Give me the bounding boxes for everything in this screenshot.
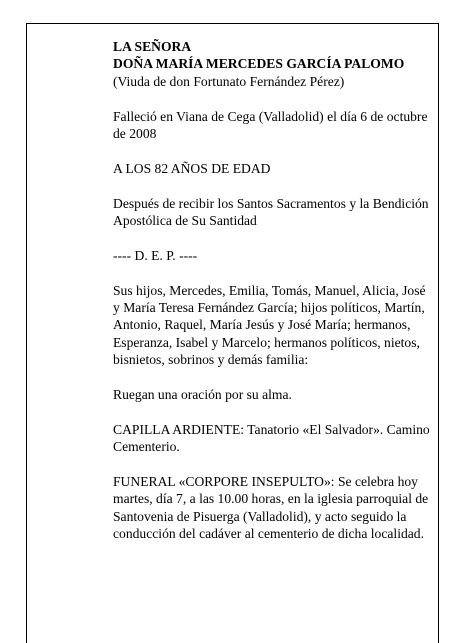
widow-subtitle: (Viuda de don Fortunato Fernández Pérez) — [113, 73, 345, 89]
chapel-info: CAPILLA ARDIENTE: Tanatorio «El Salvador». Camino Cementerio. — [113, 421, 430, 455]
deceased-name: DOÑA MARÍA MERCEDES GARCÍA PALOMO — [113, 56, 405, 72]
age-statement: A LOS 82 AÑOS DE EDAD — [113, 160, 271, 176]
prayer-request: Ruegan una oración por su alma. — [113, 387, 292, 403]
rip-line: ---- D. E. P. ---- — [113, 247, 198, 263]
obituary-notice — [113, 38, 431, 560]
death-statement: Falleció en Viana de Cega (Valladolid) el día 6 de octubre de 2008 — [113, 108, 428, 142]
title-line-1: LA SEÑORA — [113, 39, 192, 54]
sacraments-statement: Después de recibir los Santos Sacramentos y la Bendición Apostólica de Su Santidad — [113, 195, 429, 229]
funeral-info: FUNERAL «CORPORE INSEPULTO»: Se celebra hoy martes, día 7, a las 10.00 horas, en la iglesia parroquial de Santovenia de Pisuerga (Valladolid), y acto seguido la conducción del cadáver al cementerio de dicha localidad. — [113, 474, 429, 542]
family-list: Sus hijos, Mercedes, Emilia, Tomás, Manuel, Alicia, José y María Teresa Fernández García; hijos políticos, Martín, Antonio, Raquel, María Jesús y José María; hermanos, Esperanza, Isabel y Marcelo; hermanos políticos, nietos, bisnietos, sobrinos y demás familia: — [113, 282, 426, 368]
